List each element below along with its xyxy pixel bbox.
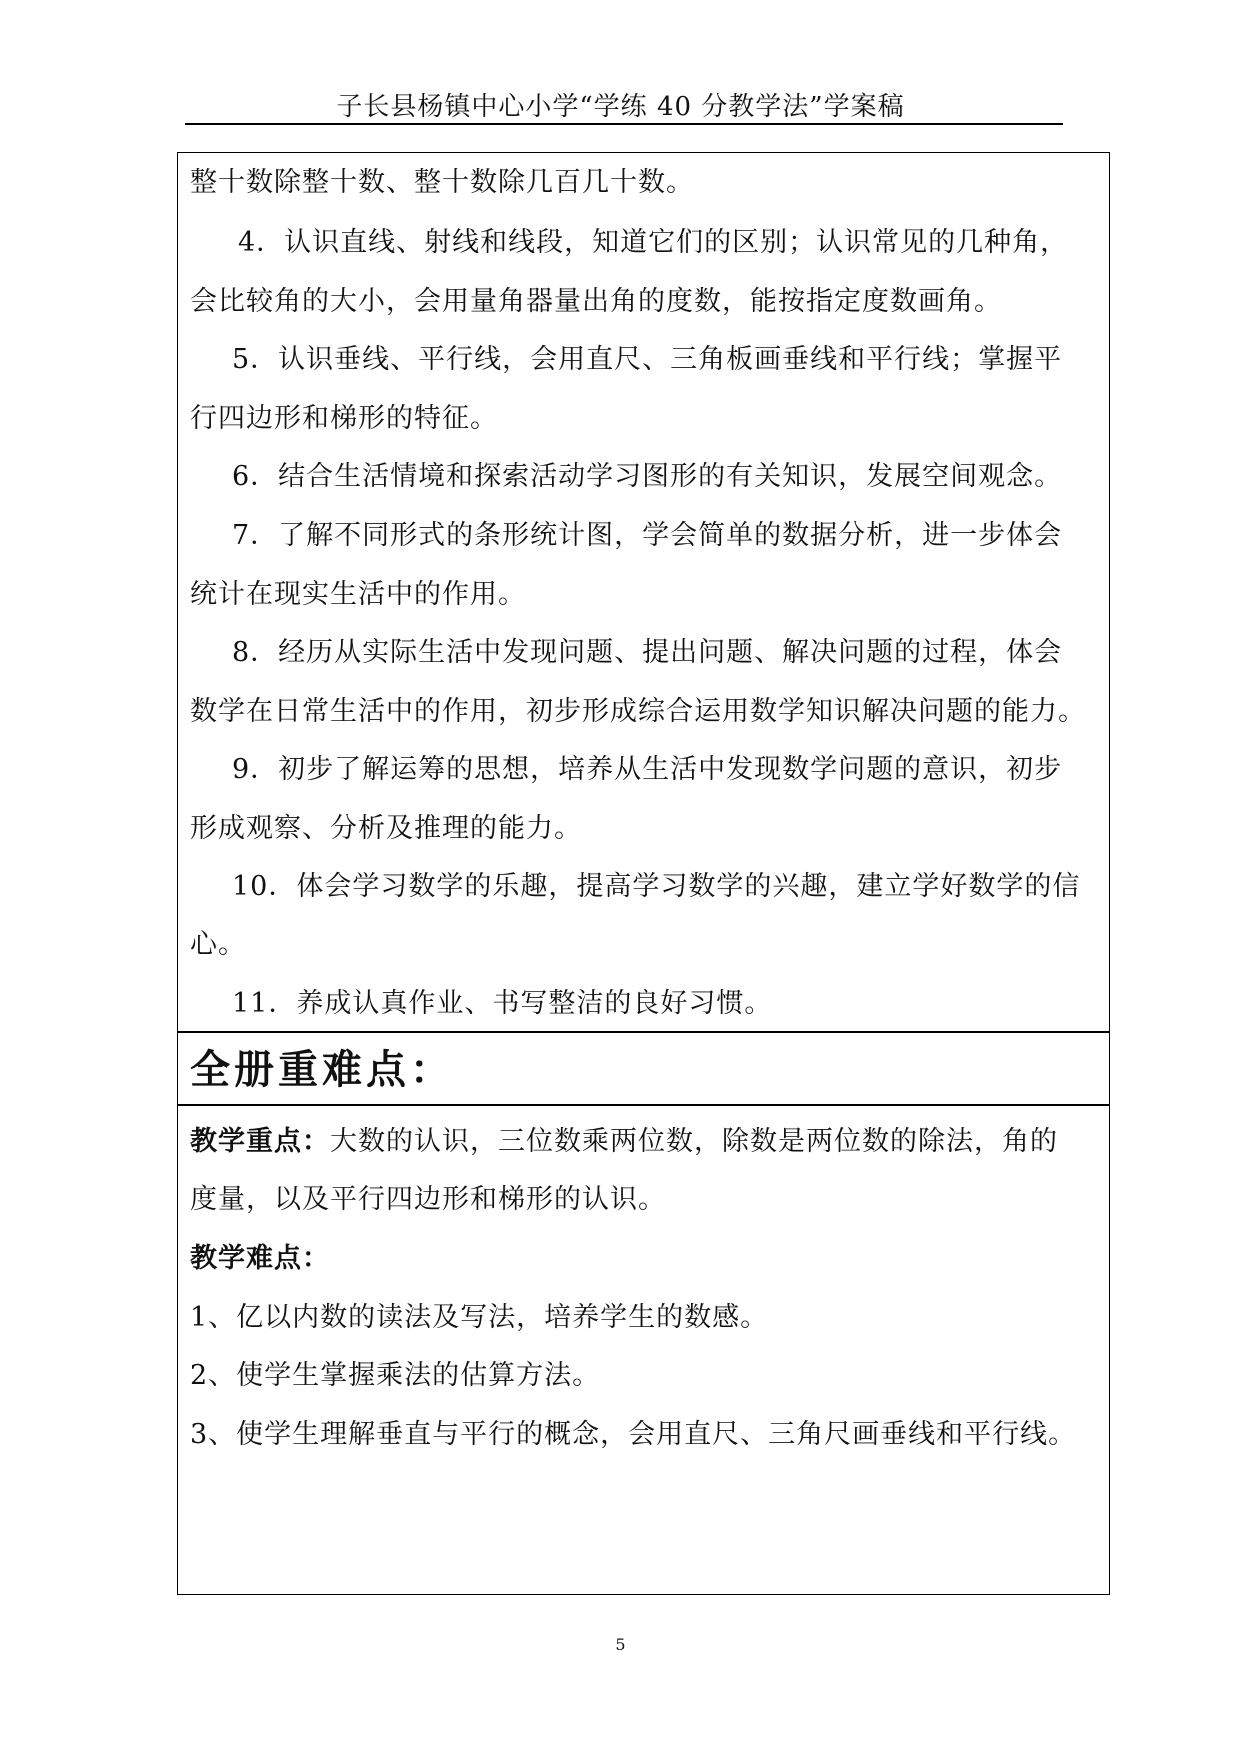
objective-line: 4．认识直线、射线和线段，知道它们的区别；认识常见的几种角，: [238, 227, 1069, 258]
difficulty-item: 2、使学生掌握乘法的估算方法。: [190, 1360, 601, 1391]
objective-line: 10．体会学习数学的乐趣，提高学习数学的兴趣，建立学好数学的信: [232, 871, 1081, 902]
difficulty-label: 教学难点：: [190, 1243, 330, 1274]
document-header-title: 子长县杨镇中心小学“学练 40 分教学法”学案稿: [336, 92, 905, 122]
page-number: 5: [615, 1635, 626, 1654]
key-points-heading: 全册重难点：: [190, 1046, 454, 1093]
difficulty-item: 3、使学生理解垂直与平行的概念，会用直尺、三角尺画垂线和平行线。: [190, 1419, 1077, 1450]
content-table: [177, 152, 1110, 1595]
objective-line: 5．认识垂线、平行线，会用直尺、三角板画垂线和平行线；掌握平: [232, 344, 1063, 375]
focus-label: 教学重点：: [190, 1126, 330, 1157]
objective-line: 形成观察、分析及推理的能力。: [190, 813, 582, 844]
objective-line: 8．经历从实际生活中发现问题、提出问题、解决问题的过程，体会: [232, 637, 1063, 668]
row-divider: [178, 1031, 1109, 1033]
objective-line: 统计在现实生活中的作用。: [190, 579, 526, 610]
objective-line: 会比较角的大小，会用量角器量出角的度数，能按指定度数画角。: [190, 286, 1002, 317]
objective-line: 7．了解不同形式的条形统计图，学会简单的数据分析，进一步体会: [232, 520, 1063, 551]
header-rule: [185, 123, 1063, 125]
row-divider: [178, 1104, 1109, 1106]
focus-text: 大数的认识，三位数乘两位数，除数是两位数的除法，角的: [330, 1126, 1058, 1157]
objective-line: 11．养成认真作业、书写整洁的良好习惯。: [232, 988, 773, 1019]
focus-line: 度量，以及平行四边形和梯形的认识。: [190, 1184, 666, 1215]
objective-line: 心。: [190, 929, 246, 960]
objective-line: 9．初步了解运筹的思想，培养从生活中发现数学问题的意识，初步: [232, 754, 1063, 785]
objective-line: 6．结合生活情境和探索活动学习图形的有关知识，发展空间观念。: [232, 461, 1063, 492]
difficulty-item: 1、亿以内数的读法及写法，培养学生的数感。: [190, 1302, 769, 1333]
objective-line: 行四边形和梯形的特征。: [190, 403, 498, 434]
focus-line: [190, 1126, 1058, 1158]
objective-line: 整十数除整十数、整十数除几百几十数。: [190, 167, 694, 198]
objective-line: 数学在日常生活中的作用，初步形成综合运用数学知识解决问题的能力。: [190, 696, 1086, 727]
